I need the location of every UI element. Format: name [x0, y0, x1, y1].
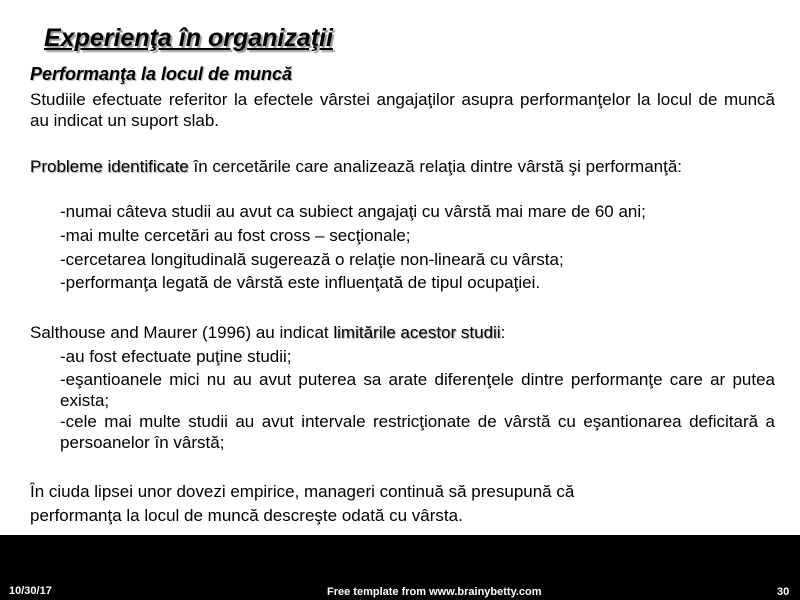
footer-date: 10/30/17 [9, 585, 52, 597]
limitations-post: : [500, 323, 506, 342]
problems-lead-rest: în cercetările care analizează relaţia dintre vârstă şi performanţă: [188, 157, 682, 176]
slide-title: Experienţa în organizaţii [44, 24, 333, 52]
closing-line-1: În ciuda lipsei unor dovezi empirice, manageri continuă să presupună că [30, 482, 575, 501]
problems-lead: Probleme identificate [30, 157, 189, 176]
limitations-highlight: limitările acestor studii [333, 323, 501, 342]
closing-line-2: performanţa la locul de muncă descreşte odată cu vârsta. [30, 506, 463, 525]
limitations-pre: Salthouse and Maurer (1996) au indicat [30, 323, 334, 342]
problems-intro [30, 156, 775, 177]
problem-item: -cercetarea longitudinală sugerează o relaţie non-lineară cu vârsta; [60, 250, 564, 269]
footer-page-number: 30 [777, 586, 790, 598]
intro-paragraph: Studiile efectuate referitor la efectele vârstei angajaţilor asupra performanţelor la locul de muncă au indicat un suport slab. [30, 90, 775, 130]
limitation-item: -au fost efectuate puţine studii; [60, 347, 292, 366]
limitation-item: -eşantioanele mici nu au avut puterea sa arate diferenţele dintre performanţe care ar putea exista; [60, 370, 775, 410]
problem-item: -mai multe cercetări au fost cross – secţionale; [60, 226, 411, 245]
limitations-intro [30, 322, 775, 343]
footer-credit: Free template from www.brainybetty.com [327, 586, 542, 598]
problem-item: -numai câteva studii au avut ca subiect angajaţi cu vârstă mai mare de 60 ani; [60, 202, 646, 221]
limitation-item: -cele mai multe studii au avut intervale restricţionate de vârstă cu eşantionarea deficitară a persoanelor în vârstă; [60, 412, 775, 452]
slide-subtitle: Performanţa la locul de muncă [30, 64, 293, 84]
problem-item: -performanţa legată de vârstă este influenţată de tipul ocupaţiei. [60, 273, 541, 292]
